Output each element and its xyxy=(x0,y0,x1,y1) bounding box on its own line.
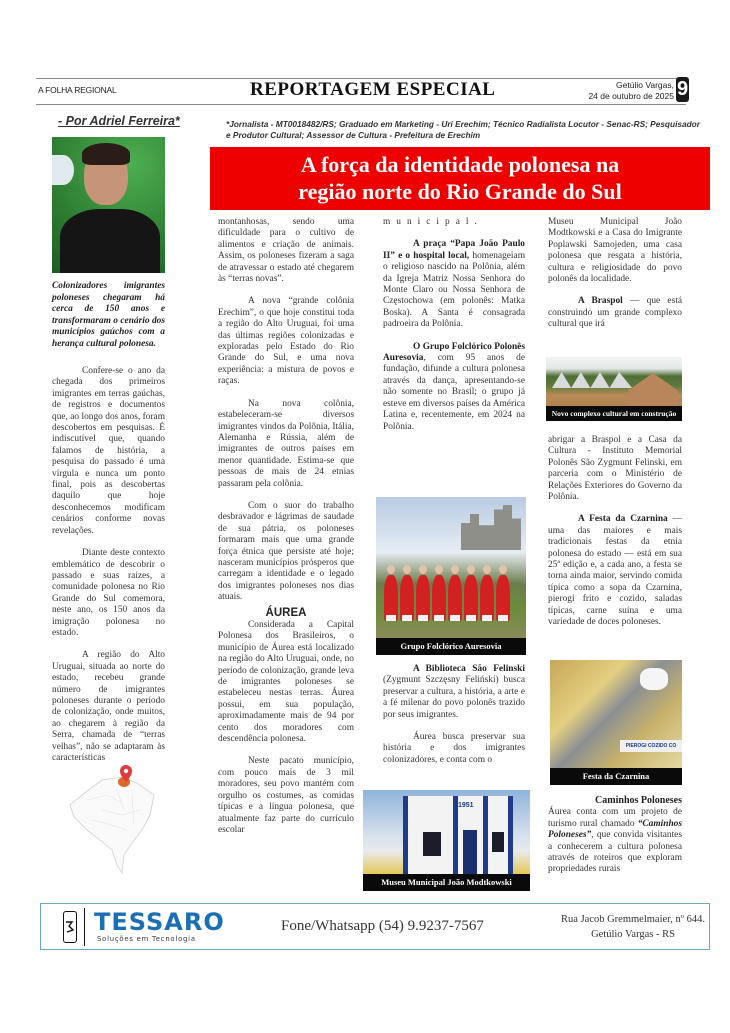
page-number: 9 xyxy=(676,78,689,100)
subhead-aurea: ÁUREA xyxy=(265,606,307,619)
headline-line-1: A força da identidade polonesa na xyxy=(300,152,620,177)
logo-divider xyxy=(84,908,85,946)
paragraph-body: , com 95 anos de fundação, difunde a cultura polonesa através da dança, apresentando-se não somente no Brasil; o grupo já esteve em diversos países da América Latina e, recentemente, em 2024 na Polônia. xyxy=(383,353,525,432)
article-dek: Colonizadores imigrantes poloneses chegaram há cerca de 150 anos e transformaram o cenário dos municípios gaúchos com a herança cultural polonesa. xyxy=(52,281,165,349)
paragraph: Considerada a Capital Polonesa dos Brasileiros, o município de Áurea está localizado na região do Alto Uruguai, onde, no período de colonização, grande leva de imigrantes poloneses se estabeleceu nestas terras. Áurea possui, em sua população, aproximadamente mais de 94 por cento dos moradores com descendência polonesa. xyxy=(218,620,354,745)
paragraph-body: homenageiam o religioso nascido na Polônia, além da Igreja Matriz Nossa Senhora do Monte Claro ou Nossa Senhora de Częstochowa (em polonês: Matka Boska). A Santa é consagrada padroeira da Polônia. xyxy=(383,250,525,330)
photo-house xyxy=(628,373,678,405)
paragraph: A região do Alto Uruguai, situada ao norte do estado, recebeu grande número de imigrantes poloneses durante o período de colonização, onde muitos, ao chegarem à região da Serra, chamada de “terras velhas”, não se adaptaram às características xyxy=(52,650,165,763)
dateline-date: 24 de outubro de 2025 xyxy=(588,91,674,101)
paragraph: municipal. xyxy=(383,217,483,227)
paragraph: abrigar a Braspol e a Casa da Cultura - Instituto Memorial Polonês São Zygmunt Felinski, em parceria com o Ministério de Relações Exteriores do Governo da Polônia. xyxy=(548,435,682,503)
paragraph-body: Áurea conta com um projeto de turismo rural chamado xyxy=(548,807,682,829)
advertiser-tagline: Soluções em Tecnologia xyxy=(97,935,196,943)
photo-caption: Festa da Czarnina xyxy=(550,768,682,785)
photo-window xyxy=(492,832,504,852)
headline-line-2: região norte do Rio Grande do Sul xyxy=(298,179,622,204)
address-line-1: Rua Jacob Gremmelmaier, nº 644. xyxy=(561,914,705,925)
paragraph-lead: O Grupo Folclórico Polonês Auresovia xyxy=(383,341,525,364)
paragraph-lead: A Braspol xyxy=(578,296,623,307)
paragraph xyxy=(548,514,682,628)
column-2 xyxy=(218,217,354,847)
column-4-final xyxy=(548,793,682,887)
photo-pillar xyxy=(483,796,488,876)
paragraph-body: — que está construindo um grande complexo cultural que irá xyxy=(548,296,682,330)
header-bottom-rule xyxy=(36,104,686,105)
paragraph: Confere-se o ano da chegada dos primeiros imigrantes em terras gaúchas, de registros e documentos que, ao longo dos anos, foram descobertos em pesquisas. É indiscutível que, quando falamos de história, a pesquisa do passado é uma vírgula e nunca um ponto final, pois as descobertas daquilo que hoje desconhecemos modificam cenários conforme novas revelações. xyxy=(52,366,165,536)
dateline-city: Getúlio Vargas, xyxy=(616,80,674,90)
column-4 xyxy=(548,217,682,342)
paragraph: Neste pacato município, com pouco mais de 3 mil moradores, seu povo mantém com orgulho os costumes, as comidas típicas e a língua polonesa, que atualmente faz parte do currículo escolar xyxy=(218,756,354,835)
photo-dancers xyxy=(382,565,522,625)
photo-caption: Museu Municipal João Modtkowski xyxy=(363,874,530,891)
column-3-continued xyxy=(383,664,525,777)
paragraph: Na nova colônia, estabeleceram-se diversos imigrantes vindos da Polônia, Itália, Alemanha e Rússia, além de imigrantes de outros países em menor quantidade. Estima-se que pessoas de mais de 24 etnias passaram pela colônia. xyxy=(218,398,354,489)
byline: - Por Adriel Ferreira* xyxy=(58,114,180,128)
paragraph: A nova “grande colônia Erechim”, o que hoje constitui toda a região do Alto Uruguai, foi uma das últimas regiões colonizadas e exploradas pelo Estado do Rio Grande do Sul, e uma nova experiência: a mistura de povos e raças. xyxy=(218,296,354,387)
column-1 xyxy=(52,366,165,775)
paragraph-lead: A Festa da Czarnina xyxy=(578,514,668,525)
advertisement-banner[interactable] xyxy=(40,903,710,950)
subhead-caminhos: Caminhos Poloneses xyxy=(595,795,682,806)
paragraph-body: (Zygmunt Szczęsny Feliński) busca preservar a cultura, a história, a arte e a fé milenar do povo polonês trazido por seus imigrantes. xyxy=(383,675,525,720)
paragraph: Museu Municipal João Modtkowski e a Casa do Imigrante Poplawski Samojeden, uma casa polonesa que resgata a história, cultura e religiosidade do povo polonês da localidade. xyxy=(548,217,682,285)
paragraph: montanhosas, sendo uma dificuldade para o cultivo de alimentos e criação de animais. Assim, os poloneses fizeram a saga de atravessar o estado até chegarem às “terras novas”. xyxy=(218,217,354,285)
headline-banner xyxy=(210,147,710,210)
photo-sign xyxy=(52,155,74,185)
paragraph-lead: A praça “Papa João Paulo II” e o hospital local, xyxy=(383,239,525,261)
photo-food-label: PIEROGI COZIDO CO xyxy=(620,740,682,752)
folk-group-photo xyxy=(376,497,526,655)
smartphone-icon xyxy=(63,911,77,943)
section-title: REPORTAGEM ESPECIAL xyxy=(250,79,496,100)
photo-door xyxy=(463,830,477,874)
paragraph xyxy=(548,296,682,330)
photo-window xyxy=(423,832,441,856)
paper-name: A FOLHA REGIONAL xyxy=(38,85,117,95)
photo-caption: Novo complexo cultural em construção xyxy=(546,406,682,421)
paragraph-lead: A Biblioteca São Felinski xyxy=(413,664,525,674)
photo-hair xyxy=(82,143,130,165)
rio-grande-do-sul-map xyxy=(62,755,162,885)
advertiser-phone: Fone/Whatsapp (54) 9.9237-7567 xyxy=(281,918,484,934)
paragraph: Diante deste contexto emblemático de descobrir o passado e suas raízes, a comunidade polonesa no Rio Grande do Sul comemora, neste ano, os 150 anos da imigração polonesa no estado. xyxy=(52,548,165,638)
photo-caption: Grupo Folclórico Auresovia xyxy=(376,638,526,655)
paragraph xyxy=(383,239,525,330)
advertiser-address xyxy=(561,912,705,942)
photo-glove xyxy=(640,668,668,690)
photo-castle xyxy=(461,505,521,550)
cultural-complex-photo xyxy=(546,357,682,421)
author-photo xyxy=(52,137,165,273)
paragraph: Com o suor do trabalho desbravador e lágrimas de saudade de sua pátria, os poloneses formaram mais que uma grande força étnica que persiste até hoje; nasceram municípios prósperos que carregam a identidade e o legado dos imigrantes poloneses nos dias atuais. xyxy=(218,500,354,603)
museum-photo xyxy=(363,790,530,891)
paragraph-body: , que convida visitantes a conhecerem a cultura polonesa através de roteiros que exploram propriedades rurais xyxy=(548,830,682,875)
paragraph xyxy=(548,807,682,875)
paragraph: Áurea busca preservar sua história e dos imigrantes colonizadores, e conta com o xyxy=(383,732,525,765)
column-3 xyxy=(383,217,525,444)
paragraph xyxy=(383,664,525,721)
advertiser-logo: TESSARO xyxy=(94,908,225,936)
column-4-continued xyxy=(548,435,682,640)
paragraph-body: — uma das maiores e mais tradicionais festas da etnia polonesa do estado — está em sua 25ª edição e, a cada ano, a festa se torna ainda maior, servindo comida típica como a sopa da Czarnina, pierogi frito e cozido, saladas típicas, carne suína e uma variedade de doces poloneses. xyxy=(548,514,682,628)
paragraph-emphasis: “Caminhos Poloneses” xyxy=(548,818,682,841)
festival-food-photo xyxy=(550,660,682,785)
photo-roof xyxy=(552,372,632,388)
paragraph xyxy=(383,342,525,433)
photo-year-sign: 1951 xyxy=(458,802,474,809)
dateline xyxy=(588,80,674,102)
address-line-2: Getúlio Vargas - RS xyxy=(591,929,675,940)
photo-body xyxy=(60,209,160,273)
author-credits: *Jornalista - MT0018482/RS; Graduado em Marketing - Uri Erechim; Técnico Radialista Locutor - Senac-RS; Pesquisador e Produtor Cultural; Assessor de Cultura - Prefeitura de Erechim xyxy=(226,119,700,140)
